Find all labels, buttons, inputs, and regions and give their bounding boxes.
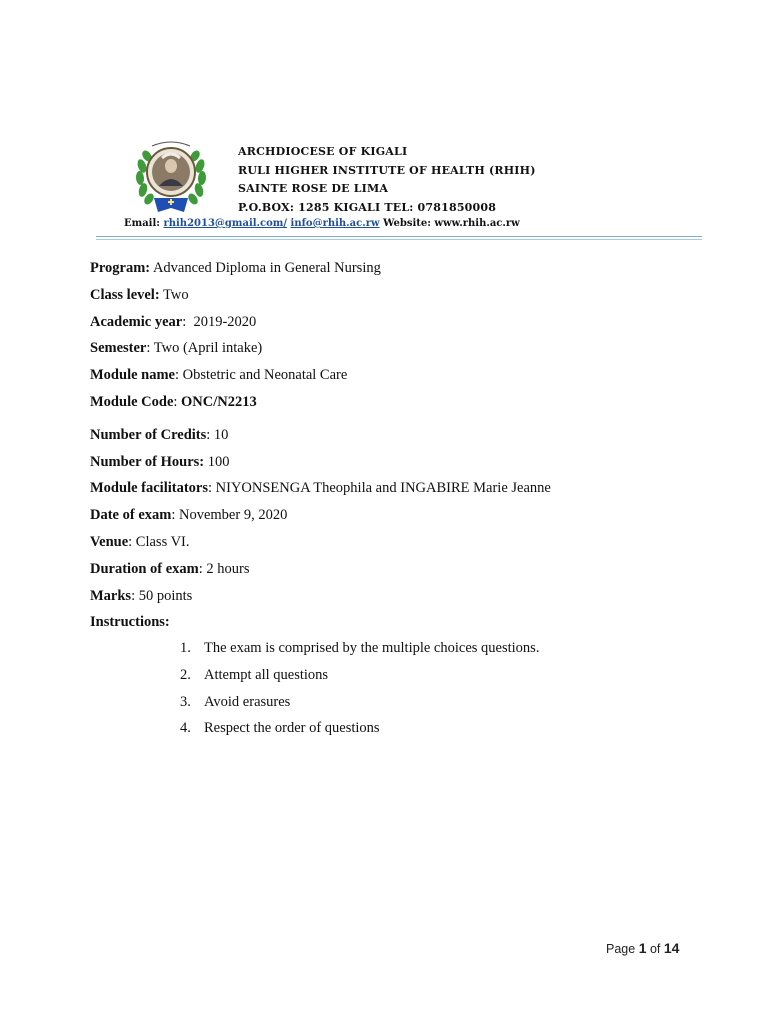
contact-line bbox=[124, 218, 520, 229]
field-value: 100 bbox=[204, 453, 230, 470]
field-label: Number of Credits bbox=[90, 426, 207, 443]
field-hours bbox=[90, 452, 710, 479]
field-label: Number of Hours: bbox=[90, 453, 205, 470]
field-exam-date bbox=[90, 505, 710, 532]
field-label: Module name bbox=[90, 367, 175, 384]
exam-info bbox=[90, 258, 710, 639]
list-number: 2. bbox=[180, 666, 191, 683]
header-divider-secondary bbox=[96, 239, 702, 240]
page-number: 1 bbox=[638, 940, 647, 956]
email-link-gmail[interactable]: rhih2013@gmail.com/ bbox=[163, 218, 288, 229]
field-label: Class level: bbox=[90, 286, 160, 303]
field-value: : Obstetric and Neonatal Care bbox=[174, 367, 348, 384]
field-label: Module facilitators bbox=[90, 480, 208, 497]
field-value: : Class VI. bbox=[128, 533, 190, 550]
field-label: Venue bbox=[90, 533, 129, 550]
field-value: : NIYONSENGA Theophila and INGABIRE Marie Jeanne bbox=[208, 480, 551, 497]
field-credits bbox=[90, 425, 710, 452]
field-value: : 50 points bbox=[131, 587, 193, 604]
field-label: Duration of exam bbox=[90, 560, 199, 577]
of-word: of bbox=[649, 942, 661, 956]
website-text: Website: www.rhih.ac.rw bbox=[383, 218, 520, 229]
laurel-crest-icon bbox=[132, 136, 210, 214]
list-item bbox=[180, 638, 539, 665]
email-link-rhih[interactable]: info@rhih.ac.rw bbox=[290, 218, 380, 229]
module-code-value: ONC/N2213 bbox=[181, 393, 257, 410]
header-divider bbox=[96, 236, 702, 237]
instructions-list bbox=[180, 638, 539, 745]
postal-line: P.O.BOX: 1285 KIGALI TEL: 0781850008 bbox=[238, 200, 497, 214]
field-label: Academic year bbox=[90, 313, 183, 330]
list-number: 1. bbox=[180, 640, 191, 656]
field-program bbox=[90, 258, 710, 285]
institute-logo bbox=[132, 136, 210, 214]
email-label: Email: bbox=[124, 218, 160, 229]
field-label: Marks bbox=[90, 587, 132, 604]
field-marks bbox=[90, 586, 710, 613]
field-value: : November 9, 2020 bbox=[171, 507, 288, 524]
field-label: Semester bbox=[90, 340, 147, 357]
letterhead bbox=[96, 136, 702, 242]
field-duration bbox=[90, 559, 710, 586]
field-label: Program: bbox=[90, 260, 151, 276]
field-value: Advanced Diploma in General Nursing bbox=[150, 260, 381, 276]
archdiocese-line: ARCHDIOCESE OF KIGALI bbox=[238, 145, 408, 158]
field-label: Instructions: bbox=[90, 614, 170, 631]
list-text: Respect the order of questions bbox=[204, 720, 380, 737]
field-value: : 2 hours bbox=[198, 560, 250, 577]
field-label: Module Code bbox=[90, 393, 174, 410]
field-facilitators bbox=[90, 478, 710, 505]
field-module-name bbox=[90, 365, 710, 392]
list-number: 3. bbox=[180, 693, 191, 710]
field-instructions-heading bbox=[90, 612, 710, 639]
institution-block bbox=[238, 143, 536, 217]
field-value: : 10 bbox=[206, 426, 229, 443]
list-text: The exam is comprised by the multiple choices questions. bbox=[204, 640, 540, 656]
field-value: : Two (April intake) bbox=[146, 340, 263, 357]
field-label: Date of exam bbox=[90, 507, 172, 524]
page-footer bbox=[606, 940, 679, 956]
field-class-level bbox=[90, 285, 710, 312]
field-semester bbox=[90, 338, 710, 365]
field-value: : bbox=[173, 393, 182, 410]
campus-line: SAINTE ROSE DE LIMA bbox=[238, 182, 389, 195]
field-academic-year bbox=[90, 312, 710, 339]
list-item bbox=[180, 665, 539, 692]
field-value: : 2019-2020 bbox=[182, 313, 257, 330]
field-module-code bbox=[90, 392, 710, 419]
list-item bbox=[180, 718, 539, 745]
page-word: Page bbox=[606, 942, 636, 956]
page-total: 14 bbox=[663, 940, 680, 956]
list-item bbox=[180, 692, 539, 719]
institute-name-line: RULI HIGHER INSTITUTE OF HEALTH (RHIH) bbox=[238, 163, 536, 177]
list-text: Attempt all questions bbox=[204, 666, 329, 683]
field-venue bbox=[90, 532, 710, 559]
list-text: Avoid erasures bbox=[204, 693, 291, 710]
list-number: 4. bbox=[180, 720, 191, 737]
field-value: Two bbox=[159, 286, 189, 303]
